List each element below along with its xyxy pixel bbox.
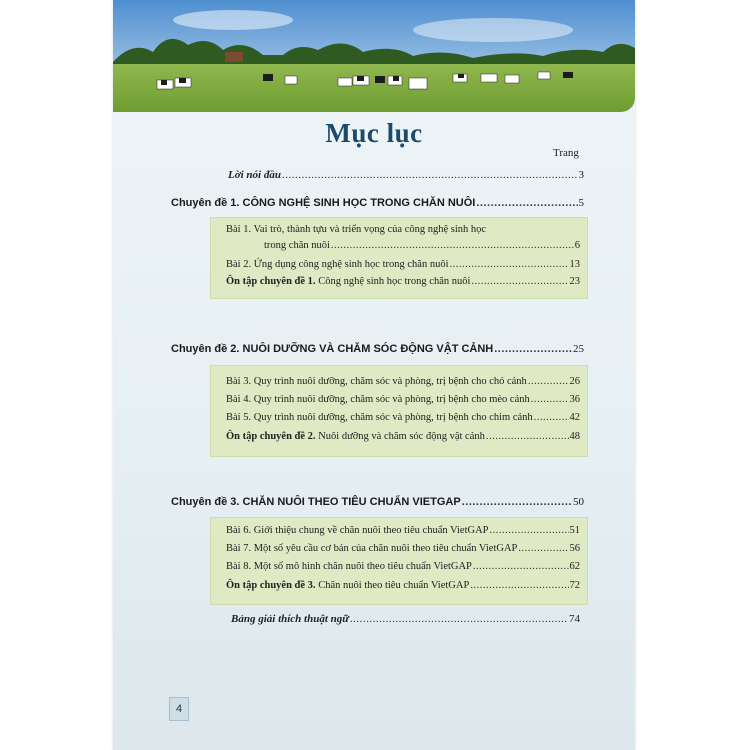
leader-dots <box>462 496 572 508</box>
page-number: 72 <box>569 580 580 591</box>
leader-dots <box>331 240 574 251</box>
page-number: 26 <box>569 376 580 387</box>
page-number: 56 <box>569 543 580 554</box>
topic-label: Chuyên đề 3. CHĂN NUÔI THEO TIÊU CHUẨN VIETGAP <box>171 496 461 508</box>
page-number: 42 <box>569 412 580 423</box>
review-label-bold: Ôn tập chuyên đề 2. <box>226 431 316 442</box>
footer-page-number: 4 <box>169 697 189 721</box>
glossary-label: Bảng giải thích thuật ngữ <box>231 613 349 625</box>
lesson-label: Bài 6. Giới thiệu chung về chăn nuôi theo tiêu chuẩn VietGAP <box>226 525 489 536</box>
page-number: 74 <box>569 613 580 625</box>
lesson-label: Bài 5. Quy trình nuôi dưỡng, chăm sóc và phòng, trị bệnh cho chim cảnh <box>226 412 533 423</box>
leader-dots <box>531 394 569 405</box>
review-label: Chăn nuôi theo tiêu chuẩn VietGAP <box>315 580 470 591</box>
page-number: 23 <box>569 276 580 287</box>
leader-dots <box>473 561 569 572</box>
toc-entry-lesson-7[interactable] <box>226 543 580 554</box>
lesson-label: Bài 1. Vai trò, thành tựu và triển vọng của công nghệ sinh học <box>226 224 487 235</box>
toc-entry-glossary[interactable] <box>231 613 580 625</box>
leader-dots <box>494 343 572 355</box>
page-number: 62 <box>569 561 580 572</box>
toc-entry-lesson-4[interactable] <box>226 394 580 405</box>
leader-dots <box>350 613 568 625</box>
leader-dots <box>471 276 568 287</box>
toc-entry-lesson-6[interactable] <box>226 525 580 536</box>
lesson-label: trong chăn nuôi <box>264 240 330 251</box>
toc-entry-preface[interactable] <box>228 169 584 181</box>
toc-entry-lesson-8[interactable] <box>226 561 580 572</box>
leader-dots <box>490 525 569 536</box>
leader-dots <box>534 412 569 423</box>
leader-dots <box>282 169 578 181</box>
leader-dots <box>470 580 568 591</box>
review-label-bold: Ôn tập chuyên đề 3. <box>226 580 316 591</box>
lesson-label: Bài 8. Một số mô hình chăn nuôi theo tiêu chuẩn VietGAP <box>226 561 472 572</box>
page-title: Mục lục <box>325 118 423 148</box>
toc-entry-review-3[interactable] <box>226 580 580 591</box>
review-label: Công nghệ sinh học trong chăn nuôi <box>315 276 471 287</box>
lesson-label: Bài 4. Quy trình nuôi dưỡng, chăm sóc và phòng, trị bệnh cho mèo cảnh <box>226 394 530 405</box>
page-number: 36 <box>569 394 580 405</box>
page-number: 3 <box>578 169 584 181</box>
toc-entry-topic-1[interactable] <box>171 197 584 209</box>
lesson-label: Bài 7. Một số yêu cầu cơ bản của chăn nuôi theo tiêu chuẩn VietGAP <box>226 543 518 554</box>
toc-entry-lesson-1-line1[interactable] <box>226 224 580 235</box>
book-page <box>113 0 635 750</box>
leader-dots <box>476 197 577 209</box>
lesson-label: Bài 2. Ứng dụng công nghệ sinh học trong chăn nuôi <box>226 259 449 270</box>
toc-entry-lesson-2[interactable] <box>226 259 580 270</box>
preface-label: Lời nói đầu <box>228 169 281 181</box>
review-label-bold: Ôn tập chuyên đề 1. <box>226 276 316 287</box>
leader-dots <box>528 376 569 387</box>
toc-entry-topic-3[interactable] <box>171 496 584 508</box>
leader-dots <box>450 259 569 270</box>
toc-entry-lesson-1-line2[interactable] <box>264 240 580 251</box>
page-number: 50 <box>573 496 584 508</box>
pasture-banner-image <box>113 0 635 112</box>
topic-label: Chuyên đề 1. CÔNG NGHỆ SINH HỌC TRONG CHĂN NUÔI <box>171 197 476 209</box>
page-number: 25 <box>573 343 584 355</box>
topic-label: Chuyên đề 2. NUÔI DƯỠNG VÀ CHĂM SÓC ĐỘNG VẬT CẢNH <box>171 343 494 355</box>
lesson-label: Bài 3. Quy trình nuôi dưỡng, chăm sóc và phòng, trị bệnh cho chó cảnh <box>226 376 527 387</box>
page-column-header: Trang <box>553 147 579 159</box>
toc-entry-review-2[interactable] <box>226 431 580 442</box>
toc-entry-lesson-5[interactable] <box>226 412 580 423</box>
leader-dots <box>518 543 568 554</box>
page-number: 5 <box>578 197 584 209</box>
page-number: 48 <box>569 431 580 442</box>
toc-entry-review-1[interactable] <box>226 276 580 287</box>
page-number: 6 <box>574 240 580 251</box>
toc-entry-lesson-3[interactable] <box>226 376 580 387</box>
page-number: 51 <box>569 525 580 536</box>
toc-entry-topic-2[interactable] <box>171 343 584 355</box>
leader-dots <box>486 431 569 442</box>
review-label: Nuôi dưỡng và chăm sóc động vật cảnh <box>315 431 485 442</box>
page-number: 13 <box>569 259 580 270</box>
